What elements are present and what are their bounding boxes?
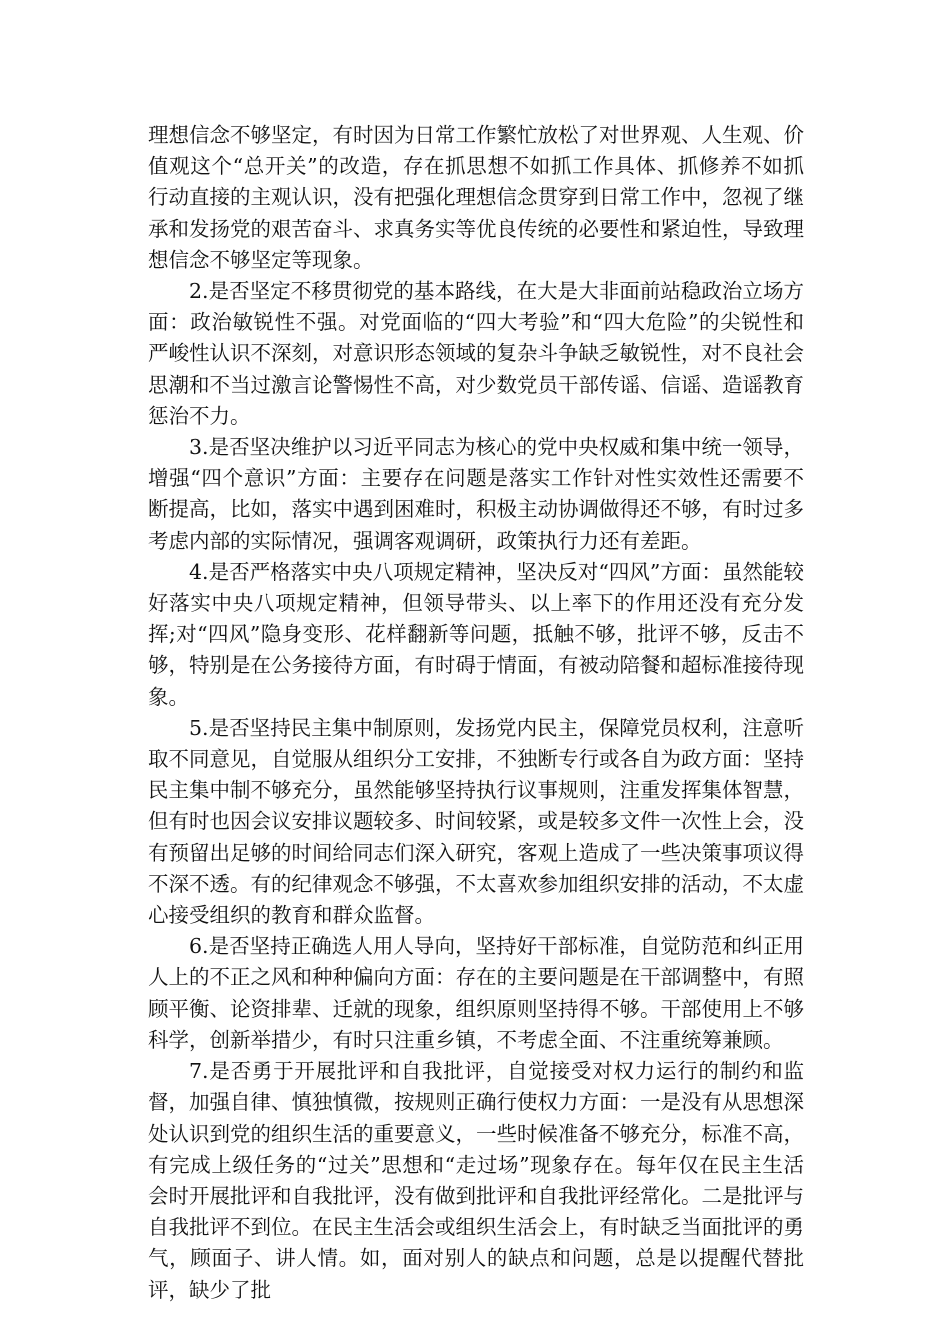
paragraph-item-6: 6.是否坚持正确选人用人导向，坚持好干部标准，自觉防范和纠正用人上的不正之风和种种偏向方面：存在的主要问题是在干部调整中，有照顾平衡、论资排辈、迁就的现象，组织原则坚持得不够。干部使用上不够科学，创新举措少，有时只注重乡镇，不考虑全面、不注重统筹兼顾。 <box>148 934 804 1052</box>
paragraph-item-3: 3.是否坚决维护以习近平同志为核心的党中央权威和集中统一领导，增强“四个意识”方面：主要存在问题是落实工作针对性实效性还需要不断提高，比如，落实中遇到困难时，积极主动协调做得还不够，有时过多考虑内部的实际情况，强调客观调研，政策执行力还有差距。 <box>148 435 804 553</box>
paragraph-item-2: 2.是否坚定不移贯彻党的基本路线，在大是大非面前站稳政治立场方面：政治敏锐性不强。对党面临的“四大考验”和“四大危险”的尖锐性和严峻性认识不深刻，对意识形态领域的复杂斗争缺乏敏锐性，对不良社会思潮和不当过激言论警惕性不高，对少数党员干部传谣、信谣、造谣教育惩治不力。 <box>148 279 804 428</box>
document-body <box>148 120 804 1306</box>
paragraph-continuation: 理想信念不够坚定，有时因为日常工作繁忙放松了对世界观、人生观、价值观这个“总开关”的改造，存在抓思想不如抓工作具体、抓修养不如抓行动直接的主观认识，没有把强化理想信念贯穿到日常工作中，忽视了继承和发扬党的艰苦奋斗、求真务实等优良传统的必要性和紧迫性，导致理想信念不够坚定等现象。 <box>148 123 804 272</box>
paragraph-item-4: 4.是否严格落实中央八项规定精神，坚决反对“四风”方面：虽然能较好落实中央八项规定精神，但领导带头、以上率下的作用还没有充分发挥;对“四风”隐身变形、花样翻新等问题，抵触不够，批评不够，反击不够，特别是在公务接待方面，有时碍于情面，有被动陪餐和超标准接待现象。 <box>148 559 804 709</box>
paragraph-item-5: 5.是否坚持民主集中制原则，发扬党内民主，保障党员权利，注意听取不同意见，自觉服从组织分工安排，不独断专行或各自为政方面：坚持民主集中制不够充分，虽然能够坚持执行议事规则，注重发挥集体智慧，但有时也因会议安排议题较多、时间较紧，或是较多文件一次性上会，没有预留出足够的时间给同志们深入研究，客观上造成了一些决策事项议得不深不透。有的纪律观念不够强，不太喜欢参加组织安排的活动，不太虚心接受组织的教育和群众监督。 <box>148 715 804 928</box>
paragraph-item-7: 7.是否勇于开展批评和自我批评，自觉接受对权力运行的制约和监督，加强自律、慎独慎微，按规则正确行使权力方面：一是没有从思想深处认识到党的组织生活的重要意义，一些时候准备不够充分，标准不高，有完成上级任务的“过关”思想和“走过场”现象存在。每年仅在民主生活会时开展批评和自我批评，没有做到批评和自我批评经常化。二是批评与自我批评不到位。在民主生活会或组织生活会上，有时缺乏当面批评的勇气，顾面子、讲人情。如，面对别人的缺点和问题，总是以提醒代替批评，缺少了批 <box>148 1059 804 1302</box>
